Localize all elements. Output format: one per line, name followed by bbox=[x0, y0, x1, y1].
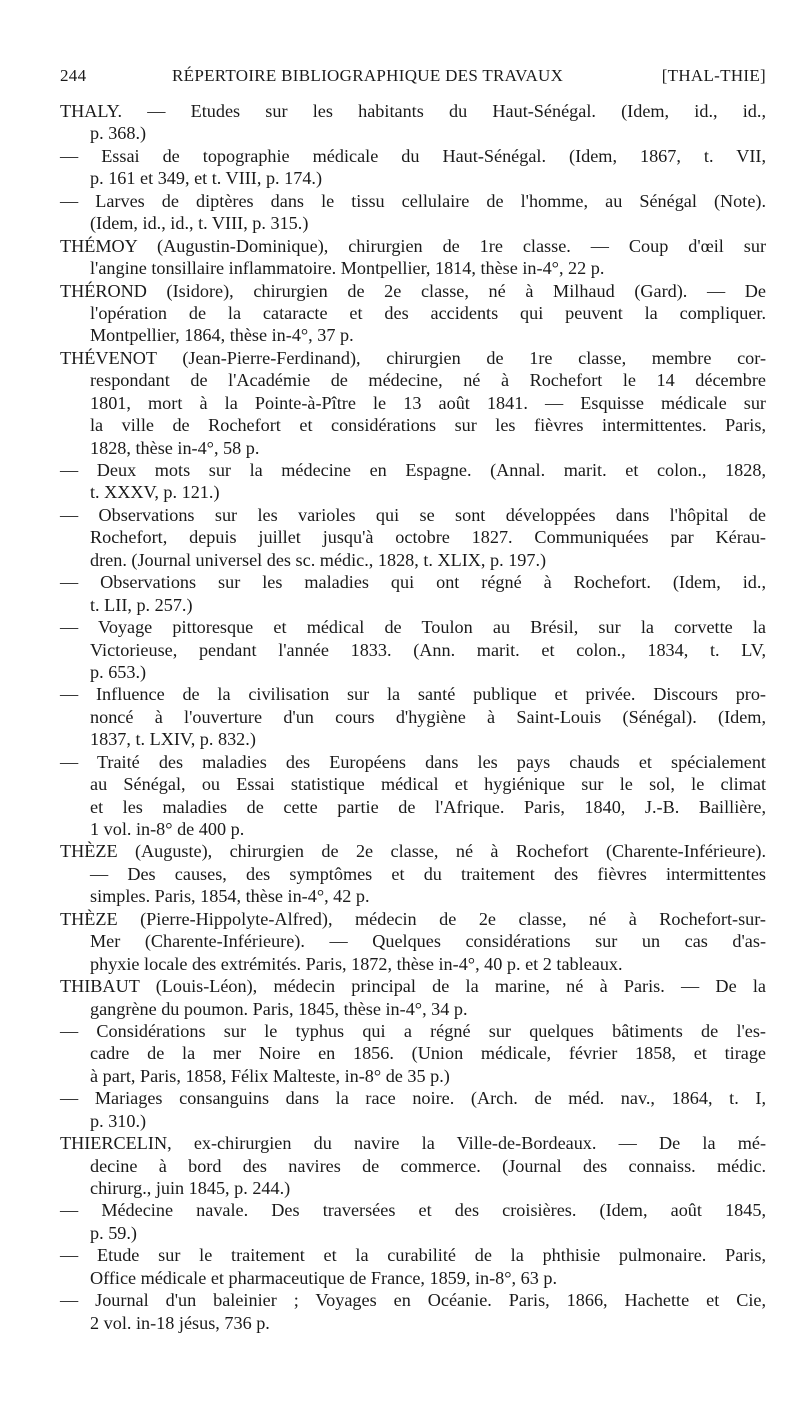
text-line: phyxie locale des extrémités. Paris, 1872, thèse in-4°, 40 p. et 2 tableaux. bbox=[90, 953, 623, 974]
text-line: — Essai de topographie médicale du Haut-Sénégal. (Idem, 1867, t. VII, bbox=[60, 145, 766, 166]
text-line: dren. (Journal universel des sc. médic., 1828, t. XLIX, p. 197.) bbox=[90, 549, 547, 570]
text-line: la ville de Rochefort et considérations sur les fièvres intermittentes. Paris, bbox=[90, 415, 766, 436]
text-line: cadre de la mer Noire en 1856. (Union médicale, février 1858, et tirage bbox=[90, 1043, 766, 1064]
text-line: — Mariages consanguins dans la race noire. (Arch. de méd. nav., 1864, t. I, bbox=[60, 1088, 766, 1109]
text-line: t. LII, p. 257.) bbox=[90, 594, 193, 615]
text-line: — Deux mots sur la médecine en Espagne. (Annal. marit. et colon., 1828, bbox=[60, 460, 766, 480]
text-line: p. 310.) bbox=[90, 1110, 147, 1131]
bibliography-text bbox=[60, 100, 766, 1334]
text-line: (Idem, id., id., t. VIII, p. 315.) bbox=[90, 213, 309, 234]
text-line: — Considérations sur le typhus qui a régné sur quelques bâtiments de l'es- bbox=[60, 1020, 766, 1041]
text-line: 1801, mort à la Pointe-à-Pître le 13 août 1841. — Esquisse médicale sur bbox=[90, 392, 766, 413]
text-line: respondant de l'Académie de médecine, né à Rochefort le 14 décembre bbox=[90, 370, 766, 391]
text-line: à part, Paris, 1858, Félix Malteste, in-8° de 35 p.) bbox=[90, 1065, 450, 1086]
text-line: THALY. — Etudes sur les habitants du Haut-Sénégal. (Idem, id., id., bbox=[60, 101, 766, 121]
text-line: p. 368.) bbox=[90, 123, 147, 144]
text-line: gangrène du poumon. Paris, 1845, thèse in-4°, 34 p. bbox=[90, 998, 468, 1019]
text-line: noncé à l'ouverture d'un cours d'hygiène à Saint-Louis (Sénégal). (Idem, bbox=[90, 706, 766, 727]
text-line: — Influence de la civilisation sur la santé publique et privée. Discours pro- bbox=[60, 684, 766, 705]
text-line: — Observations sur les varioles qui se sont développées dans l'hôpital de bbox=[60, 504, 766, 525]
text-line: — Journal d'un baleinier ; Voyages en Océanie. Paris, 1866, Hachette et Cie, bbox=[60, 1290, 766, 1311]
text-line: Rochefort, depuis juillet jusqu'à octobre 1827. Communiquées par Kérau- bbox=[90, 527, 766, 548]
page-number: 244 bbox=[60, 66, 87, 85]
text-line: t. XXXV, p. 121.) bbox=[90, 482, 220, 503]
running-title: RÉPERTOIRE BIBLIOGRAPHIQUE DES TRAVAUX bbox=[172, 66, 564, 85]
text-line: — Larves de diptères dans le tissu cellulaire de l'homme, au Sénégal (Note). bbox=[60, 190, 766, 211]
text-line: au Sénégal, ou Essai statistique médical et hygiénique sur le sol, le climat bbox=[90, 774, 766, 795]
text-line: 1 vol. in-8° de 400 p. bbox=[90, 819, 245, 839]
text-line: THÈZE (Pierre-Hippolyte-Alfred), médecin de 2e classe, né à Rochefort-sur- bbox=[60, 908, 766, 929]
text-line: — Médecine navale. Des traversées et des croisières. (Idem, août 1845, bbox=[60, 1200, 766, 1221]
text-line: — Observations sur les maladies qui ont régné à Rochefort. (Idem, id., bbox=[60, 572, 766, 593]
text-line: 2 vol. in-18 jésus, 736 p. bbox=[90, 1312, 270, 1333]
text-line: — Des causes, des symptômes et du traitement des fièvres intermittentes bbox=[90, 863, 766, 884]
text-line: THÉVENOT (Jean-Pierre-Ferdinand), chirurgien de 1re classe, membre cor- bbox=[60, 347, 766, 368]
text-line: 1837, t. LXIV, p. 832.) bbox=[90, 729, 256, 750]
text-line: p. 59.) bbox=[90, 1222, 137, 1243]
text-line: p. 653.) bbox=[90, 661, 147, 682]
text-line: Montpellier, 1864, thèse in-4°, 37 p. bbox=[90, 325, 354, 346]
text-line: THIERCELIN, ex-chirurgien du navire la Ville-de-Bordeaux. — De la mé- bbox=[60, 1133, 766, 1154]
text-line: p. 161 et 349, et t. VIII, p. 174.) bbox=[90, 168, 323, 189]
text-line: Victorieuse, pendant l'année 1833. (Ann. marit. et colon., 1834, t. LV, bbox=[90, 639, 766, 660]
text-line: l'angine tonsillaire inflammatoire. Montpellier, 1814, thèse in-4°, 22 p. bbox=[90, 258, 605, 279]
text-line: — Etude sur le traitement et la curabilité de la phthisie pulmonaire. Paris, bbox=[60, 1245, 766, 1266]
text-line: 1828, thèse in-4°, 58 p. bbox=[90, 437, 260, 458]
text-line: THÉMOY (Augustin-Dominique), chirurgien de 1re classe. — Coup d'œil sur bbox=[60, 235, 766, 256]
text-line: — Traité des maladies des Européens dans les pays chauds et spécialement bbox=[60, 751, 766, 772]
text-line: THIBAUT (Louis-Léon), médecin principal de la marine, né à Paris. — De la bbox=[60, 976, 766, 997]
text-line: l'opération de la cataracte et des accidents qui peuvent la compliquer. bbox=[90, 302, 766, 323]
text-line: THÉROND (Isidore), chirurgien de 2e classe, né à Milhaud (Gard). — De bbox=[60, 280, 766, 301]
entry-range: [THAL-THIE] bbox=[661, 66, 766, 85]
text-line: simples. Paris, 1854, thèse in-4°, 42 p. bbox=[90, 886, 370, 907]
text-line: THÈZE (Auguste), chirurgien de 2e classe, né à Rochefort (Charente-Inférieure). bbox=[60, 841, 766, 862]
text-line: Mer (Charente-Inférieure). — Quelques considérations sur un cas d'as- bbox=[90, 931, 766, 952]
text-line: Office médicale et pharmaceutique de France, 1859, in-8°, 63 p. bbox=[90, 1267, 558, 1288]
text-line: decine à bord des navires de commerce. (Journal des connaiss. médic. bbox=[90, 1155, 766, 1176]
text-line: chirurg., juin 1845, p. 244.) bbox=[90, 1178, 291, 1198]
text-line: — Voyage pittoresque et médical de Toulon au Brésil, sur la corvette la bbox=[60, 617, 766, 638]
text-line: et les maladies de cette partie de l'Afrique. Paris, 1840, J.-B. Baillière, bbox=[90, 796, 766, 817]
